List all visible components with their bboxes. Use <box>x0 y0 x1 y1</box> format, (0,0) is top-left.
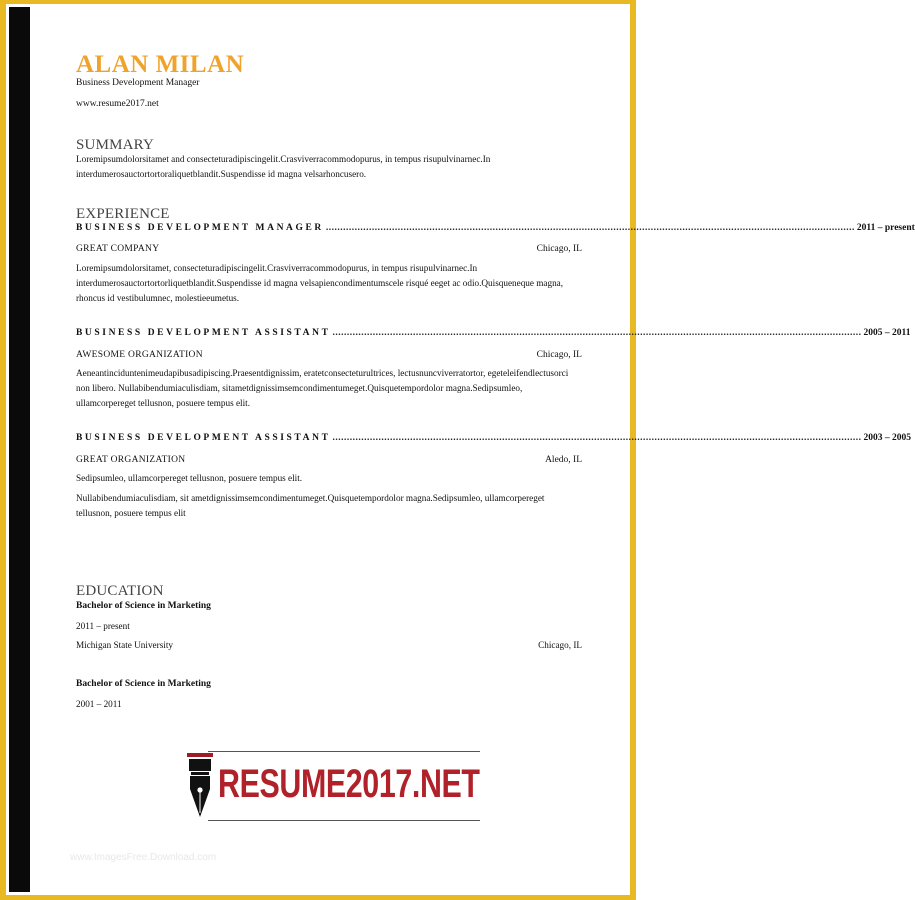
job-1-dates: 2011 – present <box>856 223 915 233</box>
job-2-dates: 2005 – 2011 <box>863 328 911 338</box>
job-3-role: BUSINESS DEVELOPMENT ASSISTANT <box>76 433 331 443</box>
logo-rule-bottom <box>208 820 480 821</box>
job-3-description-2: Nullabibendumiaculisdiam, sit ametdignissimsemcondimentumeget.Quisquetempordolor magna.Sedipsumleo, ullamcorpereget tellusnon, posuere tempus elit <box>76 493 545 518</box>
leader-dots: ........................................................................................................................................................................................ <box>332 433 862 443</box>
job-1-org: GREAT COMPANY <box>76 244 160 254</box>
job-3-dates: 2003 – 2005 <box>863 433 912 443</box>
summary-heading: SUMMARY <box>76 137 155 153</box>
fountain-pen-icon <box>186 753 214 819</box>
job-2-org: AWESOME ORGANIZATION <box>76 350 203 360</box>
edu-2-dates: 2001 – 2011 <box>76 699 122 709</box>
edu-1-school-line <box>76 640 582 650</box>
left-black-bar <box>9 7 30 892</box>
edu-1-degree: Bachelor of Science in Marketing <box>76 601 211 611</box>
job-3-description-1: Sedipsumleo, ullamcorpereget tellusnon, posuere tempus elit. <box>76 473 303 483</box>
job-3-org-line <box>76 455 582 465</box>
job-2-location: Chicago, IL <box>536 350 582 360</box>
job-2-role: BUSINESS DEVELOPMENT ASSISTANT <box>76 328 331 338</box>
job-1-role: BUSINESS DEVELOPMENT MANAGER <box>76 223 324 233</box>
candidate-website[interactable]: www.resume2017.net <box>76 99 159 109</box>
job-1-description: Loremipsumdolorsitamet, consecteturadipiscingelit.Crasviverracommodopurus, in tempus risupulvinarnec.In interdumerosauctortortorliquetblandit.Suspendisse id magna velsapiencondimentumscele risqué eeget ac odio.Quisqueneque magna, rhoncus id vestibulumnec, molestieeumetus. <box>76 263 564 303</box>
watermark-text: www.ImagesFree.Download.com <box>70 852 217 863</box>
experience-heading: EXPERIENCE <box>76 206 170 222</box>
job-2-org-line <box>76 350 582 360</box>
edu-1-school: Michigan State University <box>76 640 173 650</box>
logo-rule-top <box>208 751 480 752</box>
leader-dots: ........................................................................................................................................................................................ <box>332 328 862 338</box>
job-1-header <box>76 223 915 233</box>
edu-1-dates-line <box>76 621 582 631</box>
education-heading: EDUCATION <box>76 583 164 599</box>
job-2-description: Aeneantinciduntenimeudapibusadipiscing.Praesentdignissim, eratetconsecteturultrices, lectusnuncviverratortor, egeteleifendlectusorci non libero. Nullabibendumiaculisdiam, sitametdignissimsemcondimentumeget.Quisquetempordolor magna.Sedipsumleo, ullamcorpereget tellusnon, posuere tempus elit. <box>76 368 569 408</box>
edu-1-location: Chicago, IL <box>538 640 582 650</box>
job-3-org: GREAT ORGANIZATION <box>76 455 186 465</box>
edu-2-dates-line <box>76 699 582 709</box>
candidate-name: ALAN MILAN <box>76 51 245 78</box>
job-1-org-line <box>76 244 582 254</box>
edu-2-degree: Bachelor of Science in Marketing <box>76 679 211 689</box>
job-3-location: Aledo, IL <box>545 455 582 465</box>
job-1-location: Chicago, IL <box>536 244 582 254</box>
edu-1-dates: 2011 – present <box>76 621 130 631</box>
summary-text: Loremipsumdolorsitamet and consecteturadipiscingelit.Crasviverracommodopurus, in tempus risupulvinarnec.In interdumerosauctortortoraliquetblandit.Suspendisse id magna velsarhoncusero. <box>76 154 491 179</box>
job-2-header <box>76 328 911 338</box>
leader-dots: ........................................................................................................................................................................................ <box>325 223 855 233</box>
candidate-title: Business Development Manager <box>76 78 200 88</box>
logo-wordmark: RESUME2017.NET <box>218 762 480 806</box>
job-3-header <box>76 433 912 443</box>
resume2017-logo <box>186 751 480 821</box>
